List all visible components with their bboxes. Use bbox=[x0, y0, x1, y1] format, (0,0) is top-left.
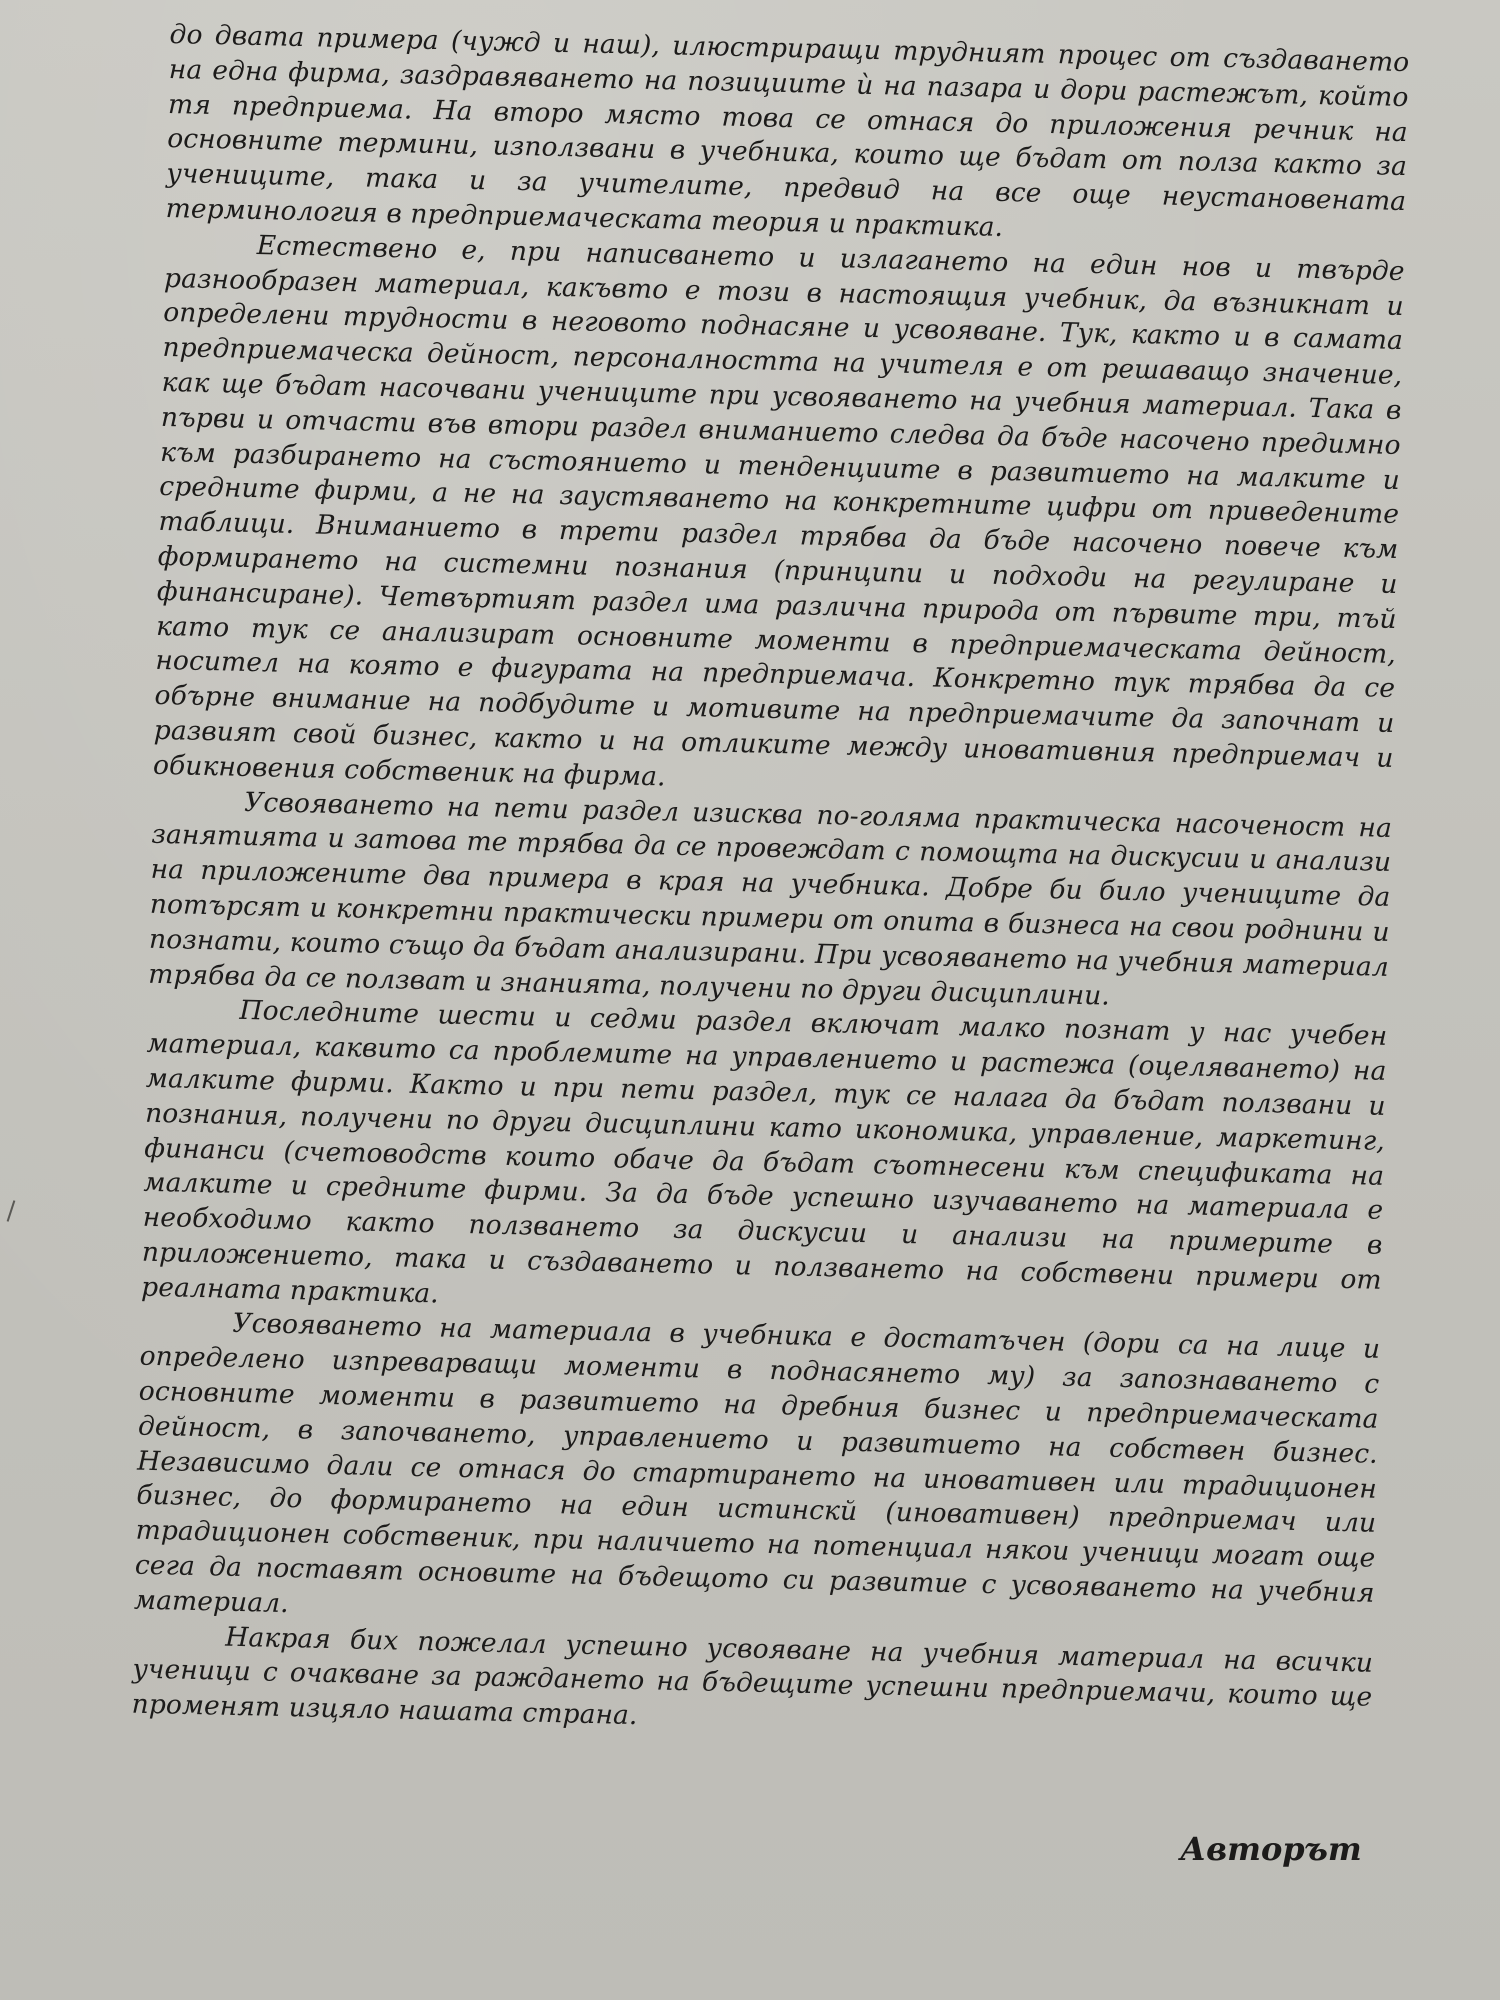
paragraph-3: Усвояването на пети раздел изисква по-голяма практическа насоченост на занятията и затова те трябва да се провеждат с помощта на дискусии и анализи на приложените два примера в края на учебника. Добре би било учениците да потърсят и конкретни практически примери от опита в бизнеса на свои роднини и познати, които също да бъдат анализирани. При усвояването на учебния материал трябва да се ползват и знанията, получени по други дисциплини. bbox=[147, 786, 1393, 1012]
page-text-block bbox=[131, 18, 1409, 1751]
paragraph-5: Усвояването на материала в учебника е достатъчен (дори са на лице и определено изпреварващи моменти в поднасянето му) за запознаването с основните моменти в развитието на дребния бизнес и предприемаческата дейност, в започването, управлението и развитието на собствен бизнес. Независимо дали се отнася до стартирането на иновативен или традиционен бизнес, до формирането на един истинскй (иновативен) предприемач или традиционен собственик, при наличието на потенциал някои ученици могат още сега да поставят основите на бъдещото си развитие с усвояването на учебния материал. bbox=[133, 1308, 1381, 1619]
author-signature: Авторът bbox=[1180, 1830, 1362, 1868]
margin-pen-mark bbox=[7, 1200, 16, 1222]
paragraph-4: Последните шести и седми раздел включат малко познат у нас учебен материал, каквито са проблемите на управлението и растежа (оцеляването) на малките фирми. Както и при пети раздел, тук се налага да бъдат ползвани и познания, получени по други дисциплини като икономика, управление, маркетинг, финанси (счетоводств които обаче да бъдат съотнесени към спецификата на малките и средните фирми. За да бъде успешно изучаването на материала е необходимо както ползването за дискусии и анализи на примерите в приложението, така и създаването и ползването на собствени примери от реалната практика. bbox=[140, 995, 1388, 1310]
paragraph-1: до двата примера (чужд и наш), илюстриращи трудният процес от създаването на една фирма, заздравяването на позициите ѝ на пазара и дори растежът, който тя предприема. На второ място това се отнася до приложения речник на основните термини, използвани в учебника, които ще бъдат от полза както за учениците, така и за учителите, предвид на все още неустановената терминология в предприемаческата теория и практика. bbox=[165, 18, 1410, 243]
paragraph-2: Естествено е, при написването и излагането на един нов и твърде разнообразен материал, какъвто е този в настоящия учебник, да възникнат и определени трудности в неговото поднасяне и усвояване. Тук, както и в самата предприемаческа дейност, персоналността на учителя е от решаващо значение, как ще бъдат насочвани учениците при усвояването на учебния материал. Така в първи и отчасти във втори раздел вниманието следва да бъде насочено предимно към разбирането на състоянието и тенденциите в развитието на малките и средните фирми, а не на заустяването на конкретните цифри от приведените таблици. Вниманието в трети раздел трябва да бъде насочено повече към формирането на системни познания (принципи и подходи на регулиране и финансиране). Четвъртият раздел има различна природа от първите три, тъй като тук се анализират основните моменти в предприемаческата дейност, носител на която е фигурата на предприемача. Конкретно тук трябва да се обърне внимание на подбудите и мотивите на предприемачите да започнат и развият свой бизнес, както и на отликите между иновативния предприемач и обикновения собственик на фирма. bbox=[152, 229, 1405, 793]
paragraph-6: Накрая бих пожелал успешно усвояване на учебния материал на всички ученици с очакване за раждането на бъдещите успешни предприемачи, които ще променят изцяло нашата страна. bbox=[131, 1621, 1374, 1732]
